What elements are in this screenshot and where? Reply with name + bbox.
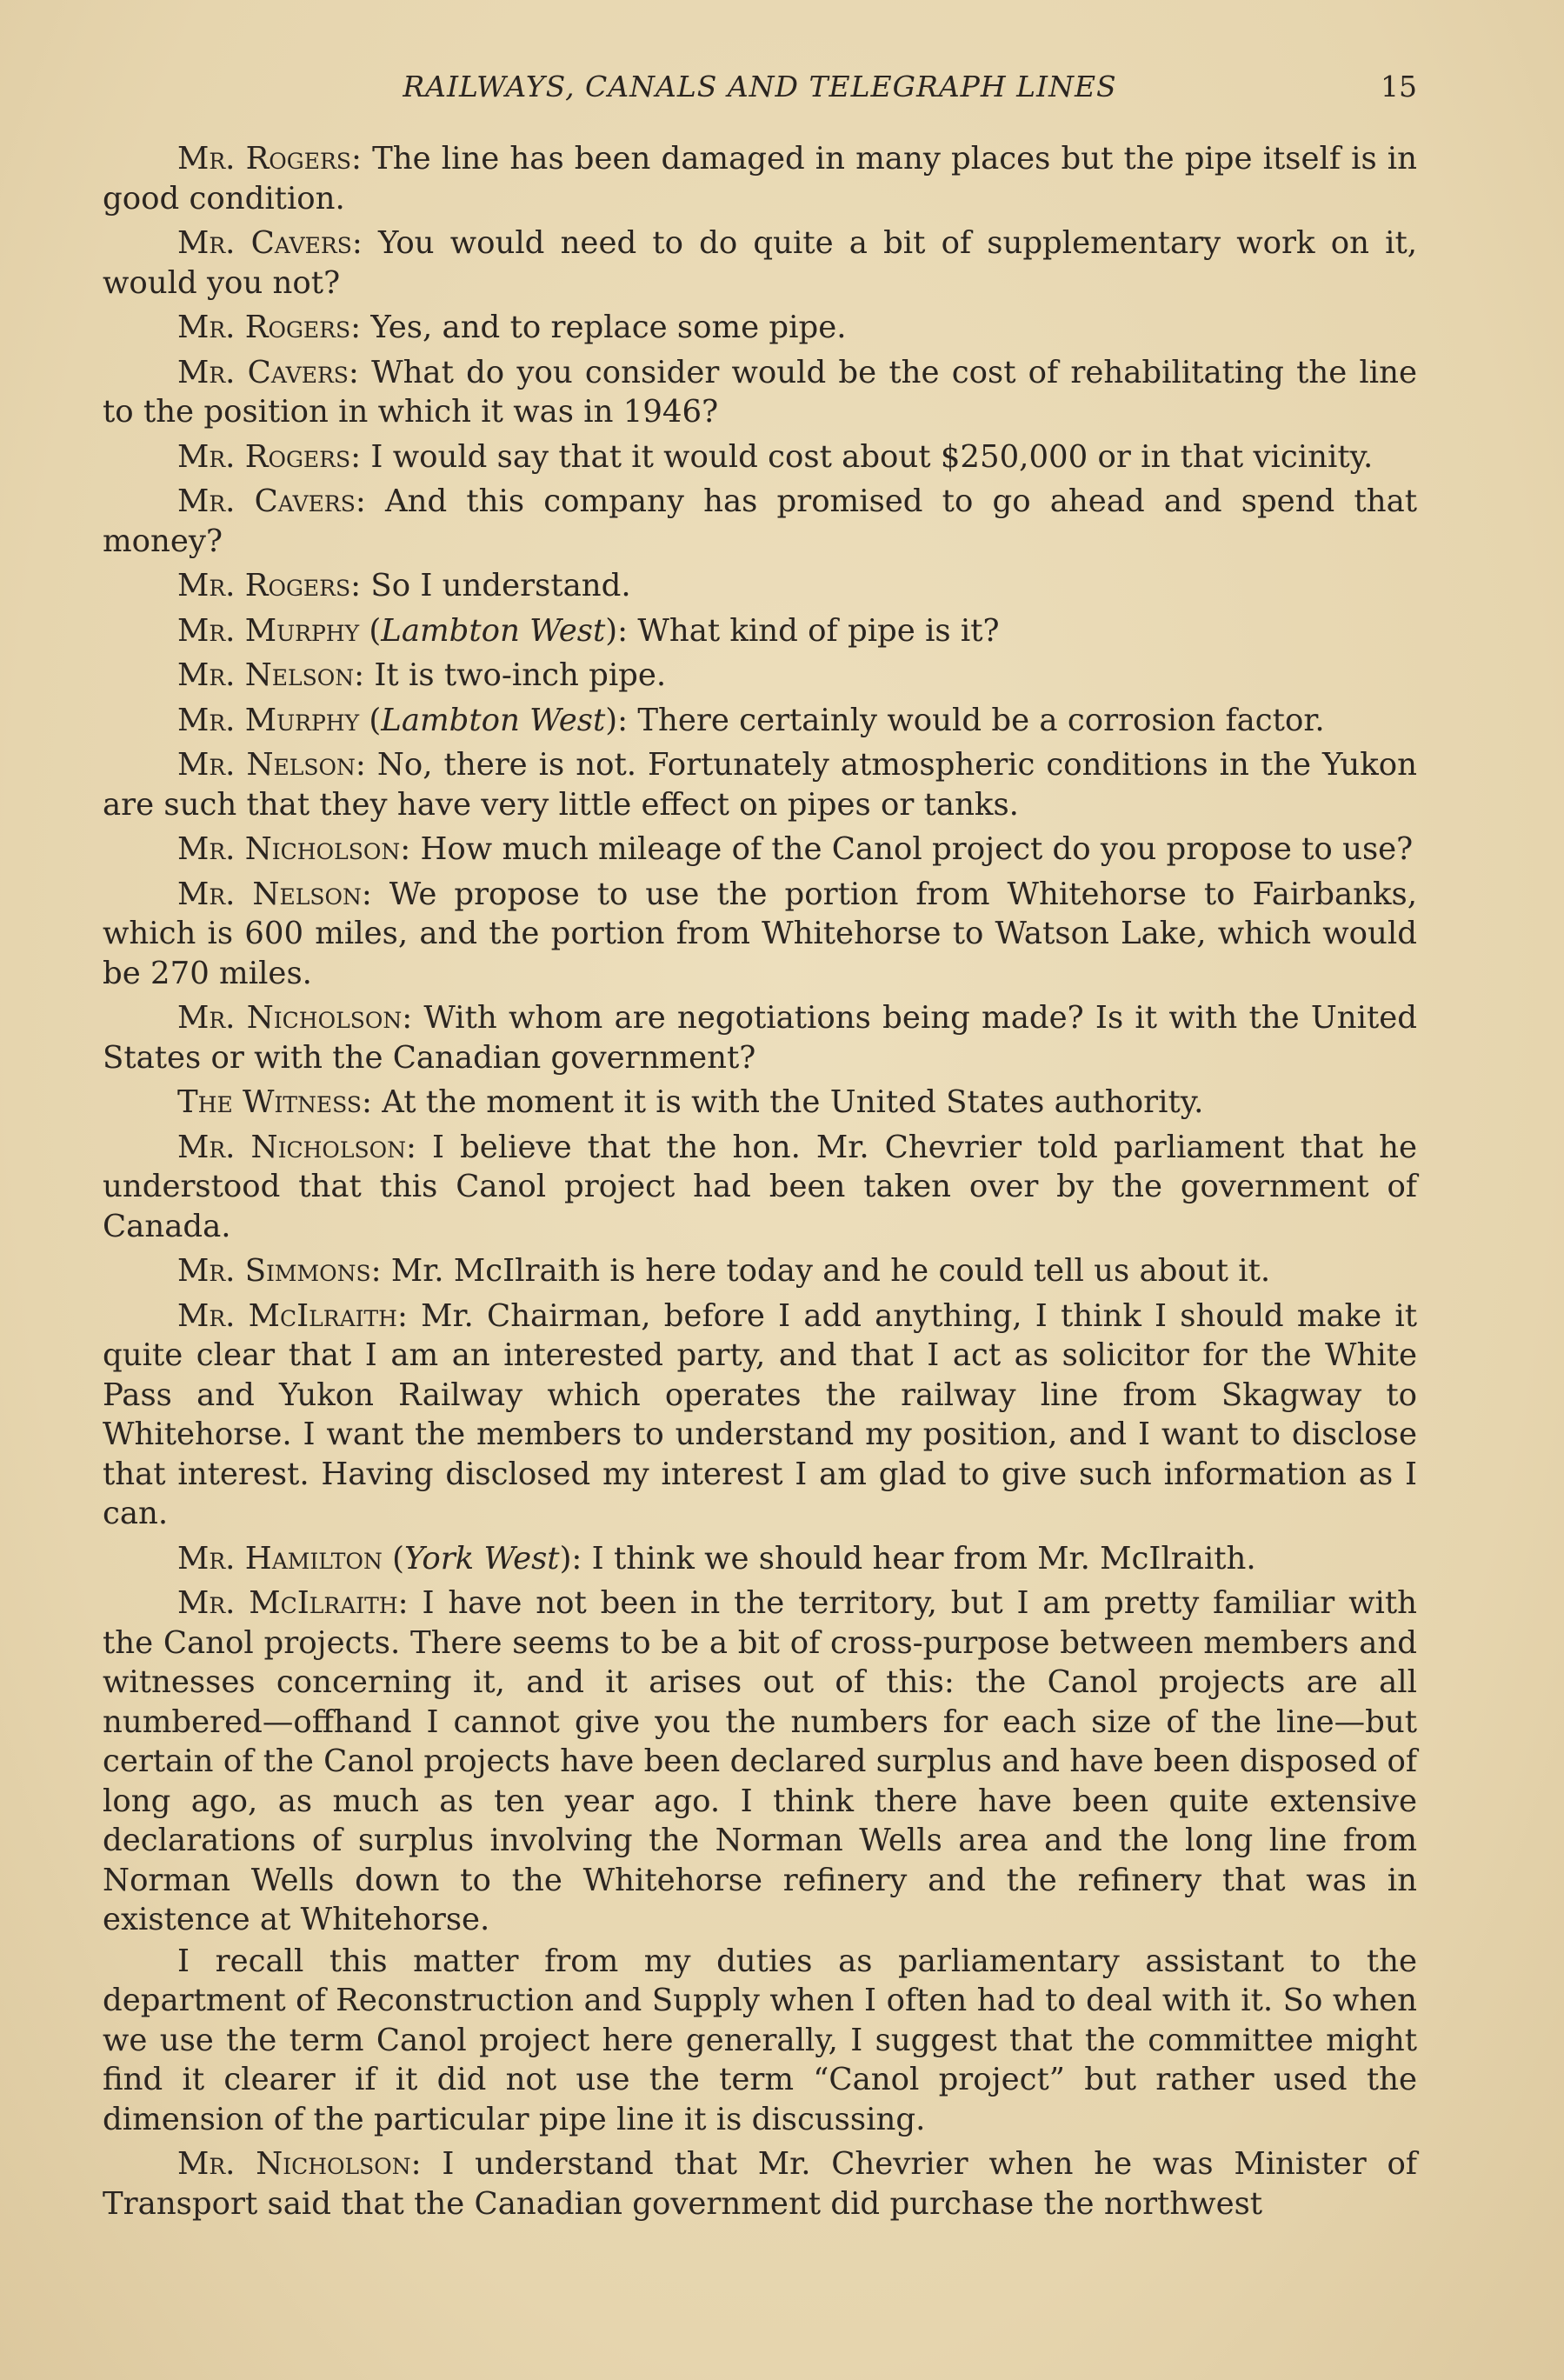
speaker-name: The Witness: [177, 1084, 362, 1120]
speaker-name: Mr. McIlraith: [177, 1297, 397, 1334]
paragraph-20: [103, 1583, 1417, 1940]
speech-text: : Mr. McIlraith is here today and he could tell us about it.: [370, 1253, 1271, 1289]
paragraph-9: [103, 656, 1417, 696]
speech-text: : There certainly would be a corrosion factor.: [617, 702, 1325, 738]
speaker-name: Mr. Cavers: [177, 354, 349, 390]
paragraph-21: [103, 1942, 1417, 2140]
speech-text: : It is two-inch pipe.: [354, 657, 667, 693]
paragraph-12: [103, 830, 1417, 870]
paragraph-13: [103, 875, 1417, 994]
speech-text: : With whom are negotiations being made? Is it with the United States or with the Canadian government?: [103, 1000, 1417, 1076]
speaker-name: Mr. Rogers: [177, 438, 351, 475]
speaker-name: Mr. Nicholson: [177, 2146, 411, 2182]
speech-text: : What kind of pipe is it?: [617, 612, 1000, 649]
speech-text: : I have not been in the territory, but I am pretty familiar with the Canol projects. There seems to be a bit of cross-purpose between members and witnesses concerning it, and it arises out of this: the Canol projects are all numbered—offhand I cannot give you the numbers for each size of the line—but certain of the Canol projects have been declared surplus and have been disposed of long ago, as much as ten year ago. I think there have been quite extensive declarations of surplus involving the Norman Wells area and the long line from Norman Wells down to the Whitehorse refinery and the refinery that was in existence at Whitehorse.: [103, 1585, 1417, 1937]
running-header: [103, 68, 1417, 106]
riding-name: Lambton West: [381, 612, 606, 649]
speaker-name: Mr. Nicholson: [177, 1129, 406, 1165]
speech-text: : No, there is not. Fortunately atmospheric conditions in the Yukon are such that they have very little effect on pipes or tanks.: [103, 747, 1417, 823]
speaker-name: Mr. Rogers: [177, 568, 351, 603]
page-number: 15: [1381, 70, 1417, 103]
speaker-name: Mr. Nicholson: [177, 831, 401, 867]
paragraph-4: [103, 353, 1417, 432]
speaker-name: Mr. Cavers: [177, 483, 356, 519]
speech-text: I recall this matter from my duties as parliamentary assistant to the department of Reconstruction and Supply when I often had to deal with it. So when we use the term Canol project here generally, I suggest that the committee might find it clearer if it did not use the term “Canol project” but rather used the dimension of the particular pipe line it is discussing.: [103, 1943, 1417, 2137]
speech-text: : How much mileage of the Canol project do you propose to use?: [400, 831, 1414, 867]
speaker-name: Mr. Cavers: [177, 225, 352, 261]
transcript-body: [103, 139, 1417, 2229]
speech-text: : At the moment it is with the United States authority.: [362, 1084, 1204, 1120]
speech-text: : I understand that Mr. Chevrier when he was Minister of Transport said that the Canadian government did purchase the northwest: [103, 2146, 1417, 2222]
riding-name: Lambton West: [381, 702, 606, 738]
paragraph-6: [103, 482, 1417, 561]
paragraph-1: [103, 139, 1417, 218]
paragraph-16: [103, 1128, 1417, 1247]
paragraph-7: [103, 566, 1417, 606]
speaker-name: Mr. McIlraith: [177, 1585, 398, 1621]
paragraph-5: [103, 437, 1417, 477]
paragraph-18: [103, 1297, 1417, 1534]
speaker-name: Mr. Nelson: [177, 747, 356, 783]
speech-text: : What do you consider would be the cost of rehabilitating the line to the position in which it was in 1946?: [103, 354, 1417, 430]
paragraph-15: [103, 1083, 1417, 1123]
paragraph-2: [103, 223, 1417, 303]
speech-text: : Mr. Chairman, before I add anything, I think I should make it quite clear that I am an interested party, and that I act as solicitor for the White Pass and Yukon Railway which operates the railway line from Skagway to Whitehorse. I want the members to understand my position, and I want to disclose that interest. Having disclosed my interest I am glad to give such information as I can.: [103, 1297, 1417, 1531]
paragraph-17: [103, 1251, 1417, 1291]
paragraph-22: [103, 2144, 1417, 2223]
paragraph-3: [103, 308, 1417, 348]
speaker-name: Mr. Rogers: [177, 310, 351, 345]
paragraph-10: Mr. Murphy (Lambton West): There certainly would be a corrosion factor.: [177, 702, 1325, 738]
speaker-name: Mr. Murphy: [177, 612, 360, 649]
speech-text: : So I understand.: [350, 568, 631, 603]
speaker-name: Mr. Hamilton: [177, 1540, 383, 1577]
speech-text: : Yes, and to replace some pipe.: [350, 310, 847, 345]
speaker-name: Mr. Nicholson: [177, 1000, 403, 1036]
speaker-name: Mr. Murphy: [177, 702, 360, 738]
speech-text: : You would need to do quite a bit of supplementary work on it, would you not?: [103, 225, 1417, 301]
riding-name: York West: [403, 1540, 560, 1577]
speech-text: : The line has been damaged in many places but the pipe itself is in good condition.: [103, 141, 1418, 217]
speech-text: : And this company has promised to go ahead and spend that money?: [103, 483, 1417, 559]
speech-text: : I think we should hear from Mr. McIlraith.: [571, 1540, 1256, 1577]
speaker-name: Mr. Rogers: [177, 141, 351, 177]
speech-text: : I believe that the hon. Mr. Chevrier told parliament that he understood that this Canol project had been taken over by the government of Canada.: [103, 1129, 1417, 1244]
paragraph-14: [103, 998, 1417, 1077]
speaker-name: Mr. Simmons: [177, 1253, 371, 1289]
speaker-name: Mr. Nelson: [177, 657, 355, 693]
paragraph-11: [103, 745, 1417, 824]
paragraph-8: Mr. Murphy (Lambton West): What kind of pipe is it?: [177, 612, 1000, 649]
speaker-name: Mr. Nelson: [177, 876, 362, 912]
paragraph-19: Mr. Hamilton (York West): I think we should hear from Mr. McIlraith.: [177, 1540, 1256, 1577]
speech-text: : I would say that it would cost about $250,000 or in that vicinity.: [350, 438, 1374, 475]
speech-text: : We propose to use the portion from Whitehorse to Fairbanks, which is 600 miles, and the portion from Whitehorse to Watson Lake, which would be 270 miles.: [103, 876, 1417, 991]
running-title: RAILWAYS, CANALS AND TELEGRAPH LINES: [403, 70, 1117, 103]
